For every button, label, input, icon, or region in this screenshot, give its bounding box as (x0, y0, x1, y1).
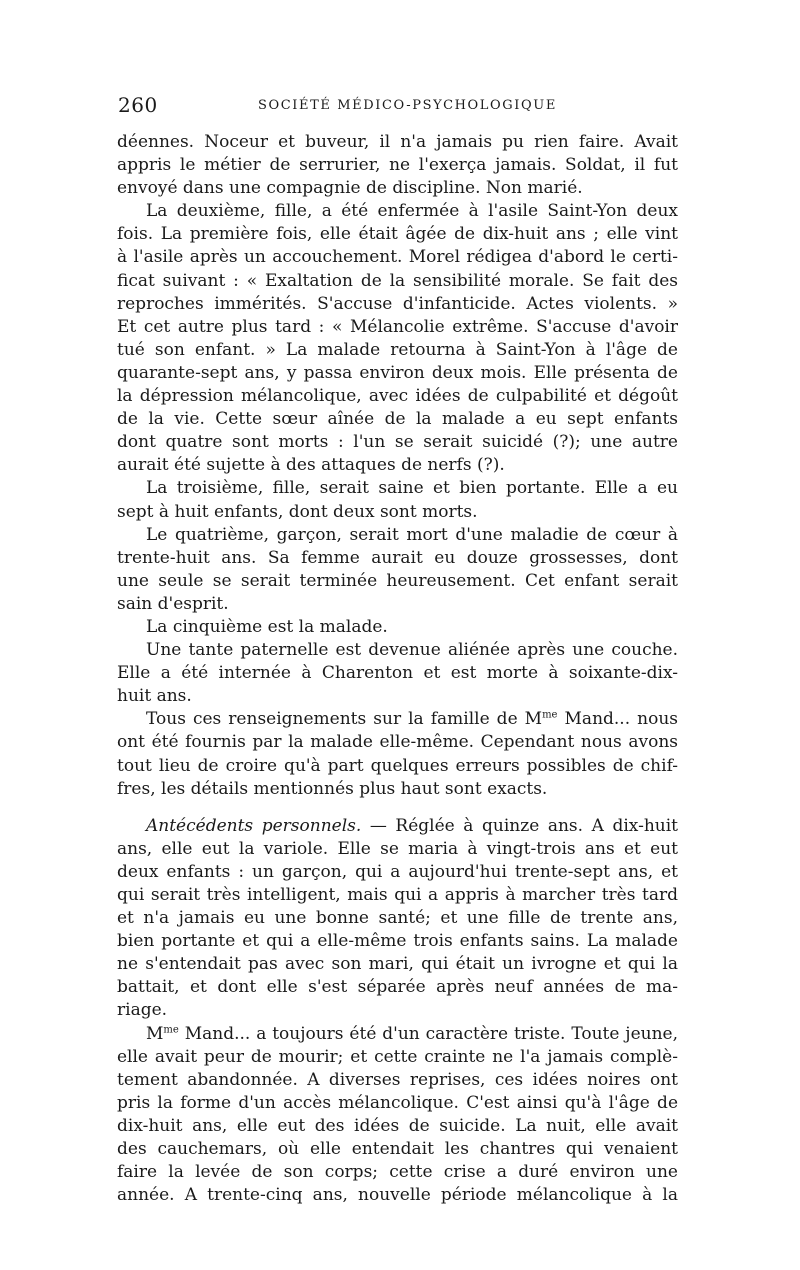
text-fragment: M (146, 1023, 164, 1044)
text-fragment: Mand... nous (557, 709, 678, 730)
text-line: ne s'entendait pas avec son mari, qui était un ivrogne et qui la (117, 954, 678, 975)
text-line: pris la forme d'un accès mélancolique. C'est ainsi qu'à l'âge de (117, 1092, 678, 1113)
text-line: deux enfants : un garçon, qui a aujourd'hui trente-sept ans, et (117, 861, 678, 882)
text-fragment: — Réglée à quinze ans. A dix-huit (361, 815, 678, 836)
page-header (118, 93, 678, 117)
text-line: reproches immérités. S'accuse d'infanticide. Actes violents. » (117, 293, 678, 314)
text-line: ont été fournis par la malade elle-même. Cependant nous avons (117, 732, 678, 753)
text-line: trente-huit ans. Sa femme aurait eu douze grossesses, dont (117, 547, 678, 568)
text-line: huit ans. (117, 686, 192, 707)
text-line: tement abandonnée. A diverses reprises, ces idées noires ont (117, 1069, 678, 1090)
text-line: à l'asile après un accouchement. Morel rédigea d'abord le certi- (117, 247, 678, 268)
text-fragment: Mand... a toujours été d'un caractère triste. Toute jeune, (178, 1023, 678, 1044)
text-line: Elle a été internée à Charenton et est morte à soixante-dix- (117, 663, 678, 684)
section-heading: Antécédents personnels. (146, 815, 362, 836)
text-line: tué son enfant. » La malade retourna à Saint-Yon à l'âge de (117, 339, 678, 360)
text-fragment: Tous ces renseignements sur la famille de M (146, 709, 543, 730)
running-title: SOCIÉTÉ MÉDICO-PSYCHOLOGIQUE (258, 98, 557, 113)
text-line: fres, les détails mentionnés plus haut sont exacts. (117, 778, 548, 799)
text-line: aurait été sujette à des attaques de nerfs (?). (117, 455, 505, 476)
text-line: dix-huit ans, elle eut des idées de suicide. La nuit, elle avait (117, 1115, 678, 1136)
text-line: dont quatre sont morts : l'un se serait suicidé (?); une autre (117, 432, 678, 453)
text-line: La troisième, fille, serait saine et bien portante. Elle a eu (146, 478, 678, 499)
text-line: la dépression mélancolique, avec idées de culpabilité et dégoût (117, 386, 678, 407)
superscript: me (163, 1023, 179, 1035)
text-line: battait, et dont elle s'est séparée après neuf années de ma- (117, 977, 678, 998)
text-line: quarante-sept ans, y passa environ deux mois. Elle présenta de (117, 362, 678, 383)
text-line: envoyé dans une compagnie de discipline. Non marié. (117, 178, 583, 199)
paragraph-gap (117, 801, 678, 815)
text-line: La cinquième est la malade. (146, 616, 388, 637)
text-line: ans, elle eut la variole. Elle se maria à vingt-trois ans et eut (117, 838, 678, 859)
text-line: et n'a jamais eu une bonne santé; et une fille de trente ans, (117, 908, 678, 929)
text-line: bien portante et qui a elle-même trois enfants sains. La malade (117, 931, 678, 952)
text-line: sain d'esprit. (117, 593, 229, 614)
text-line (117, 815, 678, 838)
page-number: 260 (118, 93, 158, 117)
text-line: appris le métier de serrurier, ne l'exerça jamais. Soldat, il fut (117, 155, 678, 176)
text-line: tout lieu de croire qu'à part quelques erreurs possibles de chif- (117, 755, 678, 776)
text-line: faire la levée de son corps; cette crise a duré environ une (117, 1162, 678, 1183)
text-line: déennes. Noceur et buveur, il n'a jamais pu rien faire. Avait (117, 132, 678, 152)
text-line: qui serait très intelligent, mais qui a appris à marcher très tard (117, 885, 678, 905)
text-line: Et cet autre plus tard : « Mélancolie extrême. S'accuse d'avoir (117, 316, 678, 337)
text-line: fois. La première fois, elle était âgée de dix-huit ans ; elle vint (117, 224, 678, 245)
text-line (117, 708, 678, 731)
body-text (117, 131, 678, 1207)
text-line: Une tante paternelle est devenue aliénée après une couche. (146, 640, 678, 661)
text-line (117, 1023, 678, 1046)
text-line: elle avait peur de mourir; et cette crainte ne l'a jamais complè- (117, 1046, 678, 1067)
text-line: riage. (117, 1000, 168, 1021)
text-line: Le quatrième, garçon, serait mort d'une maladie de cœur à (146, 524, 678, 545)
text-line: une seule se serait terminée heureusement. Cet enfant serait (117, 570, 678, 591)
text-line: sept à huit enfants, dont deux sont morts. (117, 501, 478, 522)
text-line: de la vie. Cette sœur aînée de la malade a eu sept enfants (117, 409, 678, 430)
text-line: ficat suivant : « Exaltation de la sensibilité morale. Se fait des (117, 270, 678, 291)
text-line: La deuxième, fille, a été enfermée à l'asile Saint-Yon deux (146, 201, 678, 222)
text-line: année. A trente-cinq ans, nouvelle période mélancolique à la (117, 1185, 678, 1206)
text-line: des cauchemars, où elle entendait les chantres qui venaient (117, 1139, 678, 1160)
superscript: me (542, 709, 558, 721)
